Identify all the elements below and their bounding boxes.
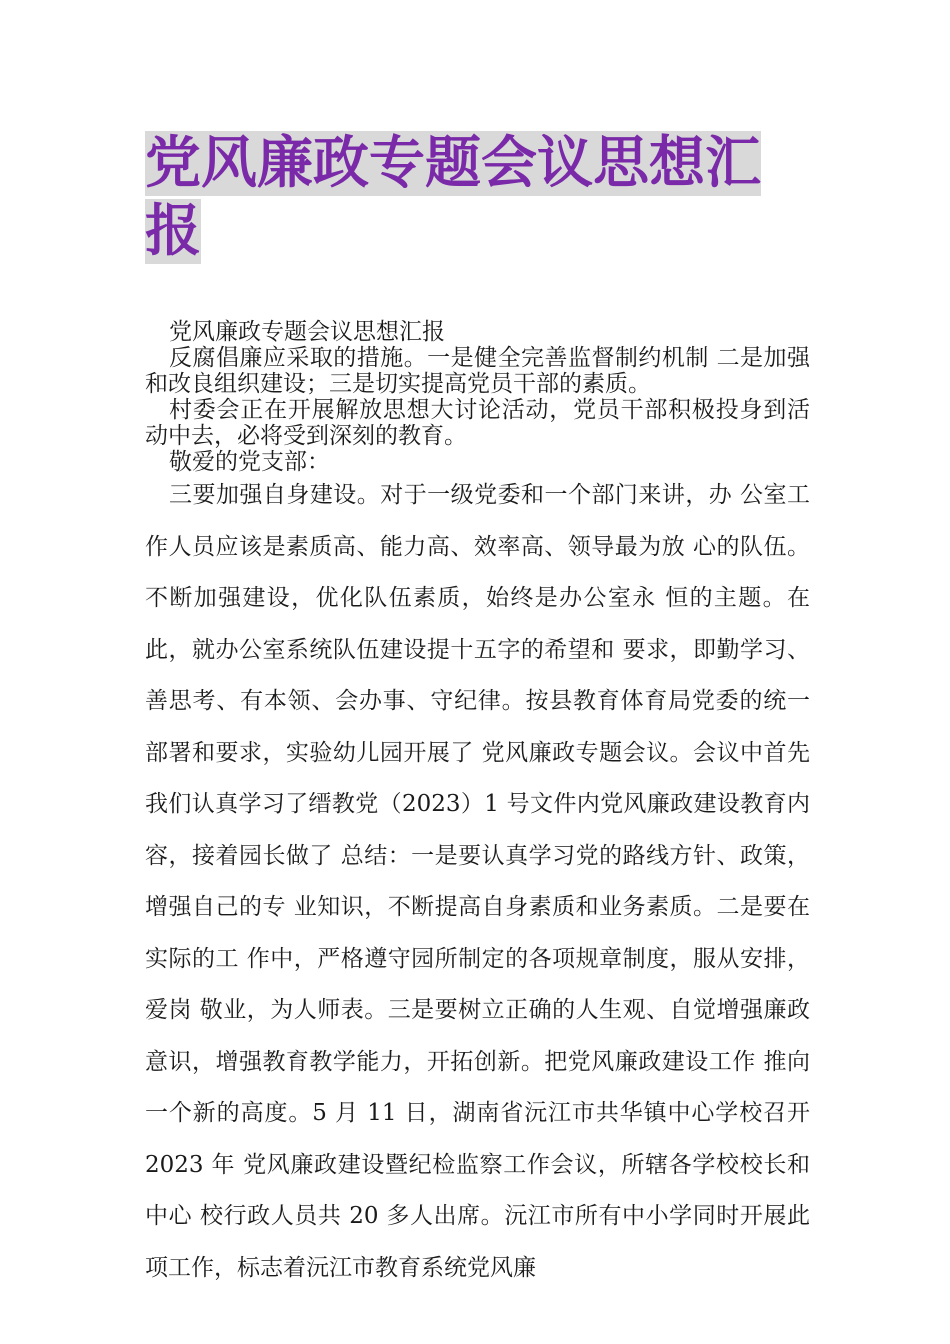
- title-highlight: 党风廉政专题会议思想汇报: [145, 131, 761, 264]
- intro-line-subtitle: 党风廉政专题会议思想汇报: [169, 319, 445, 345]
- main-paragraph: 三要加强自身建设。对于一级党委和一个部门来讲，办 公室工作人员应该是素质高、能力高、效率高、领导最为放 心的队伍。不断加强建设，优化队伍素质，始终是办公室永 恒的主题。在此，就办公室系统队伍建设提十五字的希望和 要求，即勤学习、善思考、有本领、会办事、守纪律。按县教育体育局党委的统一部署和要求，实验幼儿园开展了 党风廉政专题会议。会议中首先我们认真学习了缙教党（2023）1 号文件内党风廉政建设教育内容，接着园长做了 总结：一是要认真学习党的路线方针、政策，增强自己的专 业知识，不断提高自身素质和业务素质。二是要在实际的工 作中，严格遵守园所制定的各项规章制度，服从安排，爱岗 敬业，为人师表。三是要树立正确的人生观、自觉增强廉政 意识，增强教育教学能力，开拓创新。把党风廉政建设工作 推向一个新的高度。5 月 11 日，湖南省沅江市共华镇中心学校召开 2023 年 党风廉政建设暨纪检监察工作会议，所辖各学校校长和中心 校行政人员共 20 多人出席。沅江市所有中小学同时开展此 项工作，标志着沅江市教育系统党风廉: [145, 482, 810, 1281]
- intro-block: [145, 319, 810, 475]
- document-title: [145, 130, 815, 266]
- main-body: [145, 470, 810, 1294]
- intro-line-measures: 反腐倡廉应采取的措施。一是健全完善监督制约机制 二是加强和改良组织建设；三是切实提高党员干部的素质。: [145, 345, 810, 397]
- intro-line-salutation: 敬爱的党支部：: [169, 449, 330, 475]
- intro-line-activity: 村委会正在开展解放思想大讨论活动，党员干部积极投身到活动中去，必将受到深刻的教育。: [145, 397, 810, 449]
